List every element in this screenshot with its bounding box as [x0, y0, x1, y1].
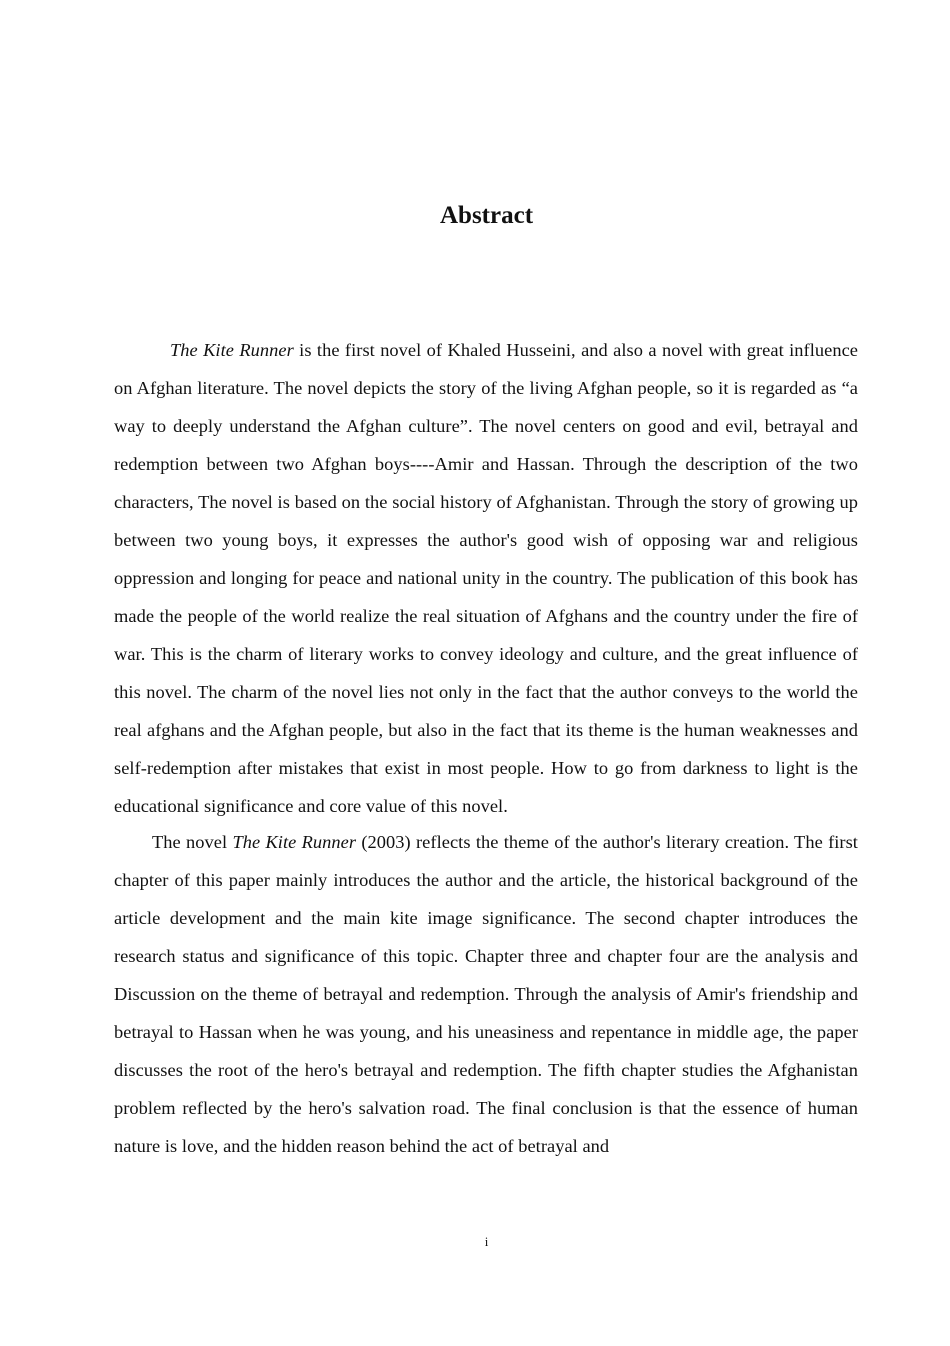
abstract-paragraph-1: [114, 331, 858, 825]
paragraph-2-lead: The novel: [152, 832, 233, 852]
paragraph-2-text: (2003) reflects the theme of the author's literary creation. The first chapter of this paper mainly introduces the author and the article, the historical background of the article development and the main kite image significance. The second chapter introduces the research status and significance of this topic. Chapter three and chapter four are the analysis and Discussion on the theme of betrayal and redemption. Through the analysis of Amir's friendship and betrayal to Hassan when he was young, and his uneasiness and repentance in middle age, the paper discusses the root of the hero's betrayal and redemption. The fifth chapter studies the Afghanistan problem reflected by the hero's salvation road. The final conclusion is that the essence of human nature is love, and the hidden reason behind the act of betrayal and: [114, 832, 858, 1156]
abstract-body: [114, 331, 858, 1165]
paragraph-1-text: is the first novel of Khaled Husseini, and also a novel with great influence on Afghan literature. The novel depicts the story of the living Afghan people, so it is regarded as “a way to deeply understand the Afghan culture”. The novel centers on good and evil, betrayal and redemption between two Afghan boys----Amir and Hassan. Through the description of the two characters, The novel is based on the social history of Afghanistan. Through the story of growing up between two young boys, it expresses the author's good wish of opposing war and religious oppression and longing for peace and national unity in the country. The publication of this book has made the people of the world realize the real situation of Afghans and the country under the fire of war. This is the charm of literary works to convey ideology and culture, and the great influence of this novel. The charm of the novel lies not only in the fact that the author conveys to the world the real afghans and the Afghan people, but also in the fact that its theme is the human weaknesses and self-redemption after mistakes that exist in most people. How to go from darkness to light is the educational significance and core value of this novel.: [114, 340, 858, 816]
page-number: i: [484, 1234, 489, 1249]
book-title-italic: The Kite Runner: [170, 340, 294, 360]
abstract-paragraph-2: [114, 823, 858, 1165]
abstract-title: Abstract: [439, 202, 534, 229]
book-title-italic: The Kite Runner: [232, 832, 357, 852]
